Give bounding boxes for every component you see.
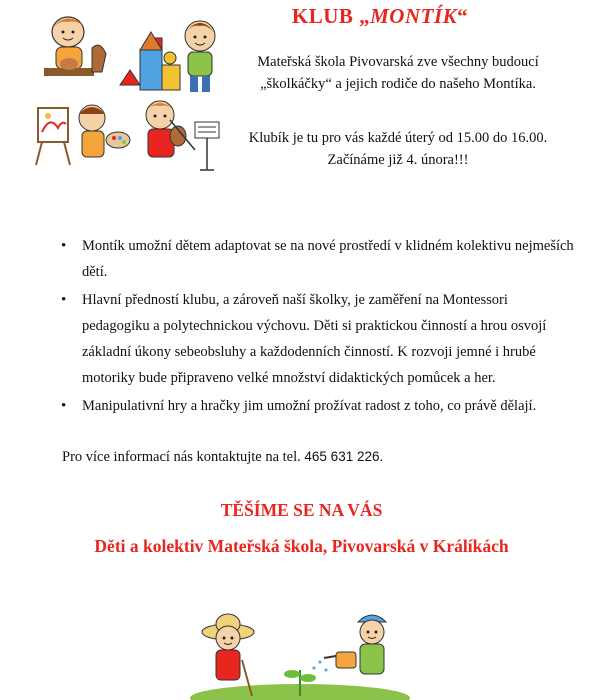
children-playing-illustration <box>30 10 240 180</box>
children-gardening-illustration <box>180 600 420 700</box>
intro-schedule <box>228 127 568 171</box>
list-item: • Montík umožní dětem adaptovat se na nové prostředí v klidném kolektivu nejmeších dětí. <box>58 233 578 285</box>
intro-line: Mateřská škola Pivovarská zve všechny budoucí <box>257 54 539 70</box>
greeting-signature: Děti a kolektiv Mateřská škola, Pivovarská v Králíkách <box>94 536 509 556</box>
contact-line: Pro více informací nás kontaktujte na tel. 465 631 226. <box>62 449 384 465</box>
bullet-list <box>58 233 578 421</box>
intro-line: Klubík je tu pro vás každé úterý od 15.00 do 16.00. <box>248 130 548 146</box>
list-item: • Manipulativní hry a hračky jim umožní prožívat radost z toho, co právě dělají. <box>58 393 578 419</box>
intro-line: Začínáme již 4. února!!! <box>327 152 469 168</box>
list-item: • Hlavní předností klubu, a zároveň naší školky, je zaměření na Montessori pedagogiku a polytechnickou výchovu. Děti si praktickou činností a hrou osvojí základní úkony sebeobsluhy a každodenních činností. K rozvoji jemné i hrubé motoriky bude připraveno velké množství didaktických pomůcek a her. <box>58 287 578 391</box>
page-title: KLUB „MONTÍK“ <box>291 4 469 28</box>
phone-number: 465 631 226. <box>304 449 384 464</box>
greeting-heading: TĚŠÍME SE NA VÁS <box>220 500 383 520</box>
intro-line: „školkáčky“ a jejich rodiče do našeho Montíka. <box>260 76 536 92</box>
intro-invitation <box>228 51 568 95</box>
